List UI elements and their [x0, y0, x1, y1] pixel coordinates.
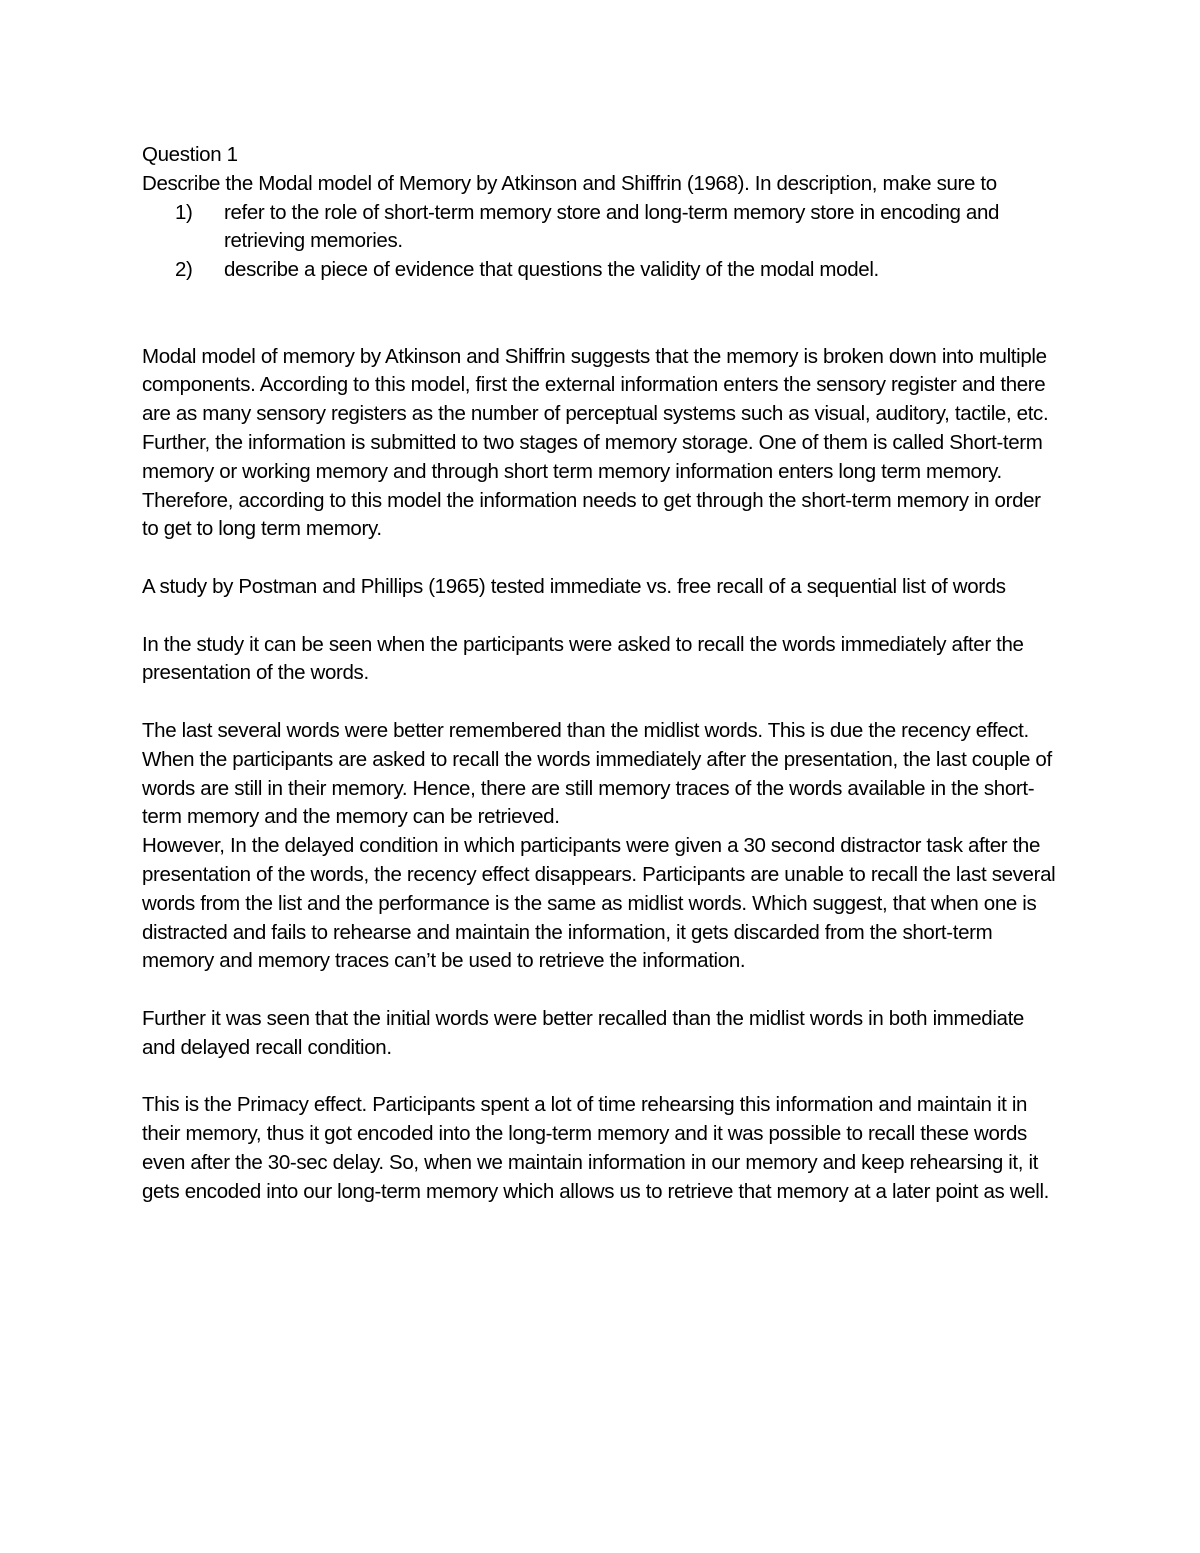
- answer-paragraph: In the study it can be seen when the participants were asked to recall the words immediately after the presentation of the words.: [142, 632, 1024, 685]
- question-list: [142, 199, 1060, 285]
- list-number: 2): [175, 258, 193, 282]
- answer-paragraph: Further it was seen that the initial words were better recalled than the midlist words in both immediate and delayed recall condition.: [142, 1006, 1024, 1059]
- spacer: [142, 688, 1060, 717]
- list-number: 1): [175, 200, 193, 224]
- answer-paragraph: However, In the delayed condition in which participants were given a 30 second distractor task after the presentation of the words, the recency effect disappears. Participants are unable to recall the last several words from the list and the performance is the same as midlist words. Which suggest, that when one is distracted and fails to rehearse and maintain the information, it gets discarded from the short-term memory and memory traces can’t be used to retrieve the information.: [142, 834, 1056, 973]
- spacer: [142, 602, 1060, 631]
- spacer: [142, 1063, 1060, 1092]
- spacer: [142, 285, 1060, 343]
- question-prompt: Describe the Modal model of Memory by Atkinson and Shiffrin (1968). In description, make sure to: [142, 171, 997, 195]
- spacer: [142, 976, 1060, 1005]
- list-text: describe a piece of evidence that questions the validity of the modal model.: [224, 258, 879, 282]
- answer-paragraph: The last several words were better remembered than the midlist words. This is due the recency effect. When the participants are asked to recall the words immediately after the presentation, the last couple of words are still in their memory. Hence, there are still memory traces of the words available in the short-term memory and the memory can be retrieved.: [142, 718, 1052, 829]
- answer-paragraph: Modal model of memory by Atkinson and Shiffrin suggests that the memory is broken down into multiple components. According to this model, first the external information enters the sensory register and there are as many sensory registers as the number of perceptual systems such as visual, auditory, tactile, etc. Further, the information is submitted to two stages of memory storage. One of them is called Short-term memory or working memory and through short term memory information enters long term memory.: [142, 344, 1049, 483]
- list-item: [142, 199, 1060, 257]
- list-text: refer to the role of short-term memory store and long-term memory store in encoding and retrieving memories.: [224, 200, 1000, 253]
- answer-paragraph: Therefore, according to this model the information needs to get through the short-term memory in order to get to long term memory.: [142, 488, 1041, 541]
- spacer: [142, 544, 1060, 573]
- document-body: [142, 141, 1060, 1206]
- question-heading: Question 1: [142, 143, 238, 166]
- list-item: [142, 256, 1060, 285]
- answer-paragraph: A study by Postman and Phillips (1965) tested immediate vs. free recall of a sequential list of words: [142, 574, 1006, 598]
- answer-paragraph: This is the Primacy effect. Participants spent a lot of time rehearsing this information and maintain it in their memory, thus it got encoded into the long-term memory and it was possible to recall these words even after the 30-sec delay. So, when we maintain information in our memory and keep rehearsing it, it gets encoded into our long-term memory which allows us to retrieve that memory at a later point as well.: [142, 1093, 1050, 1203]
